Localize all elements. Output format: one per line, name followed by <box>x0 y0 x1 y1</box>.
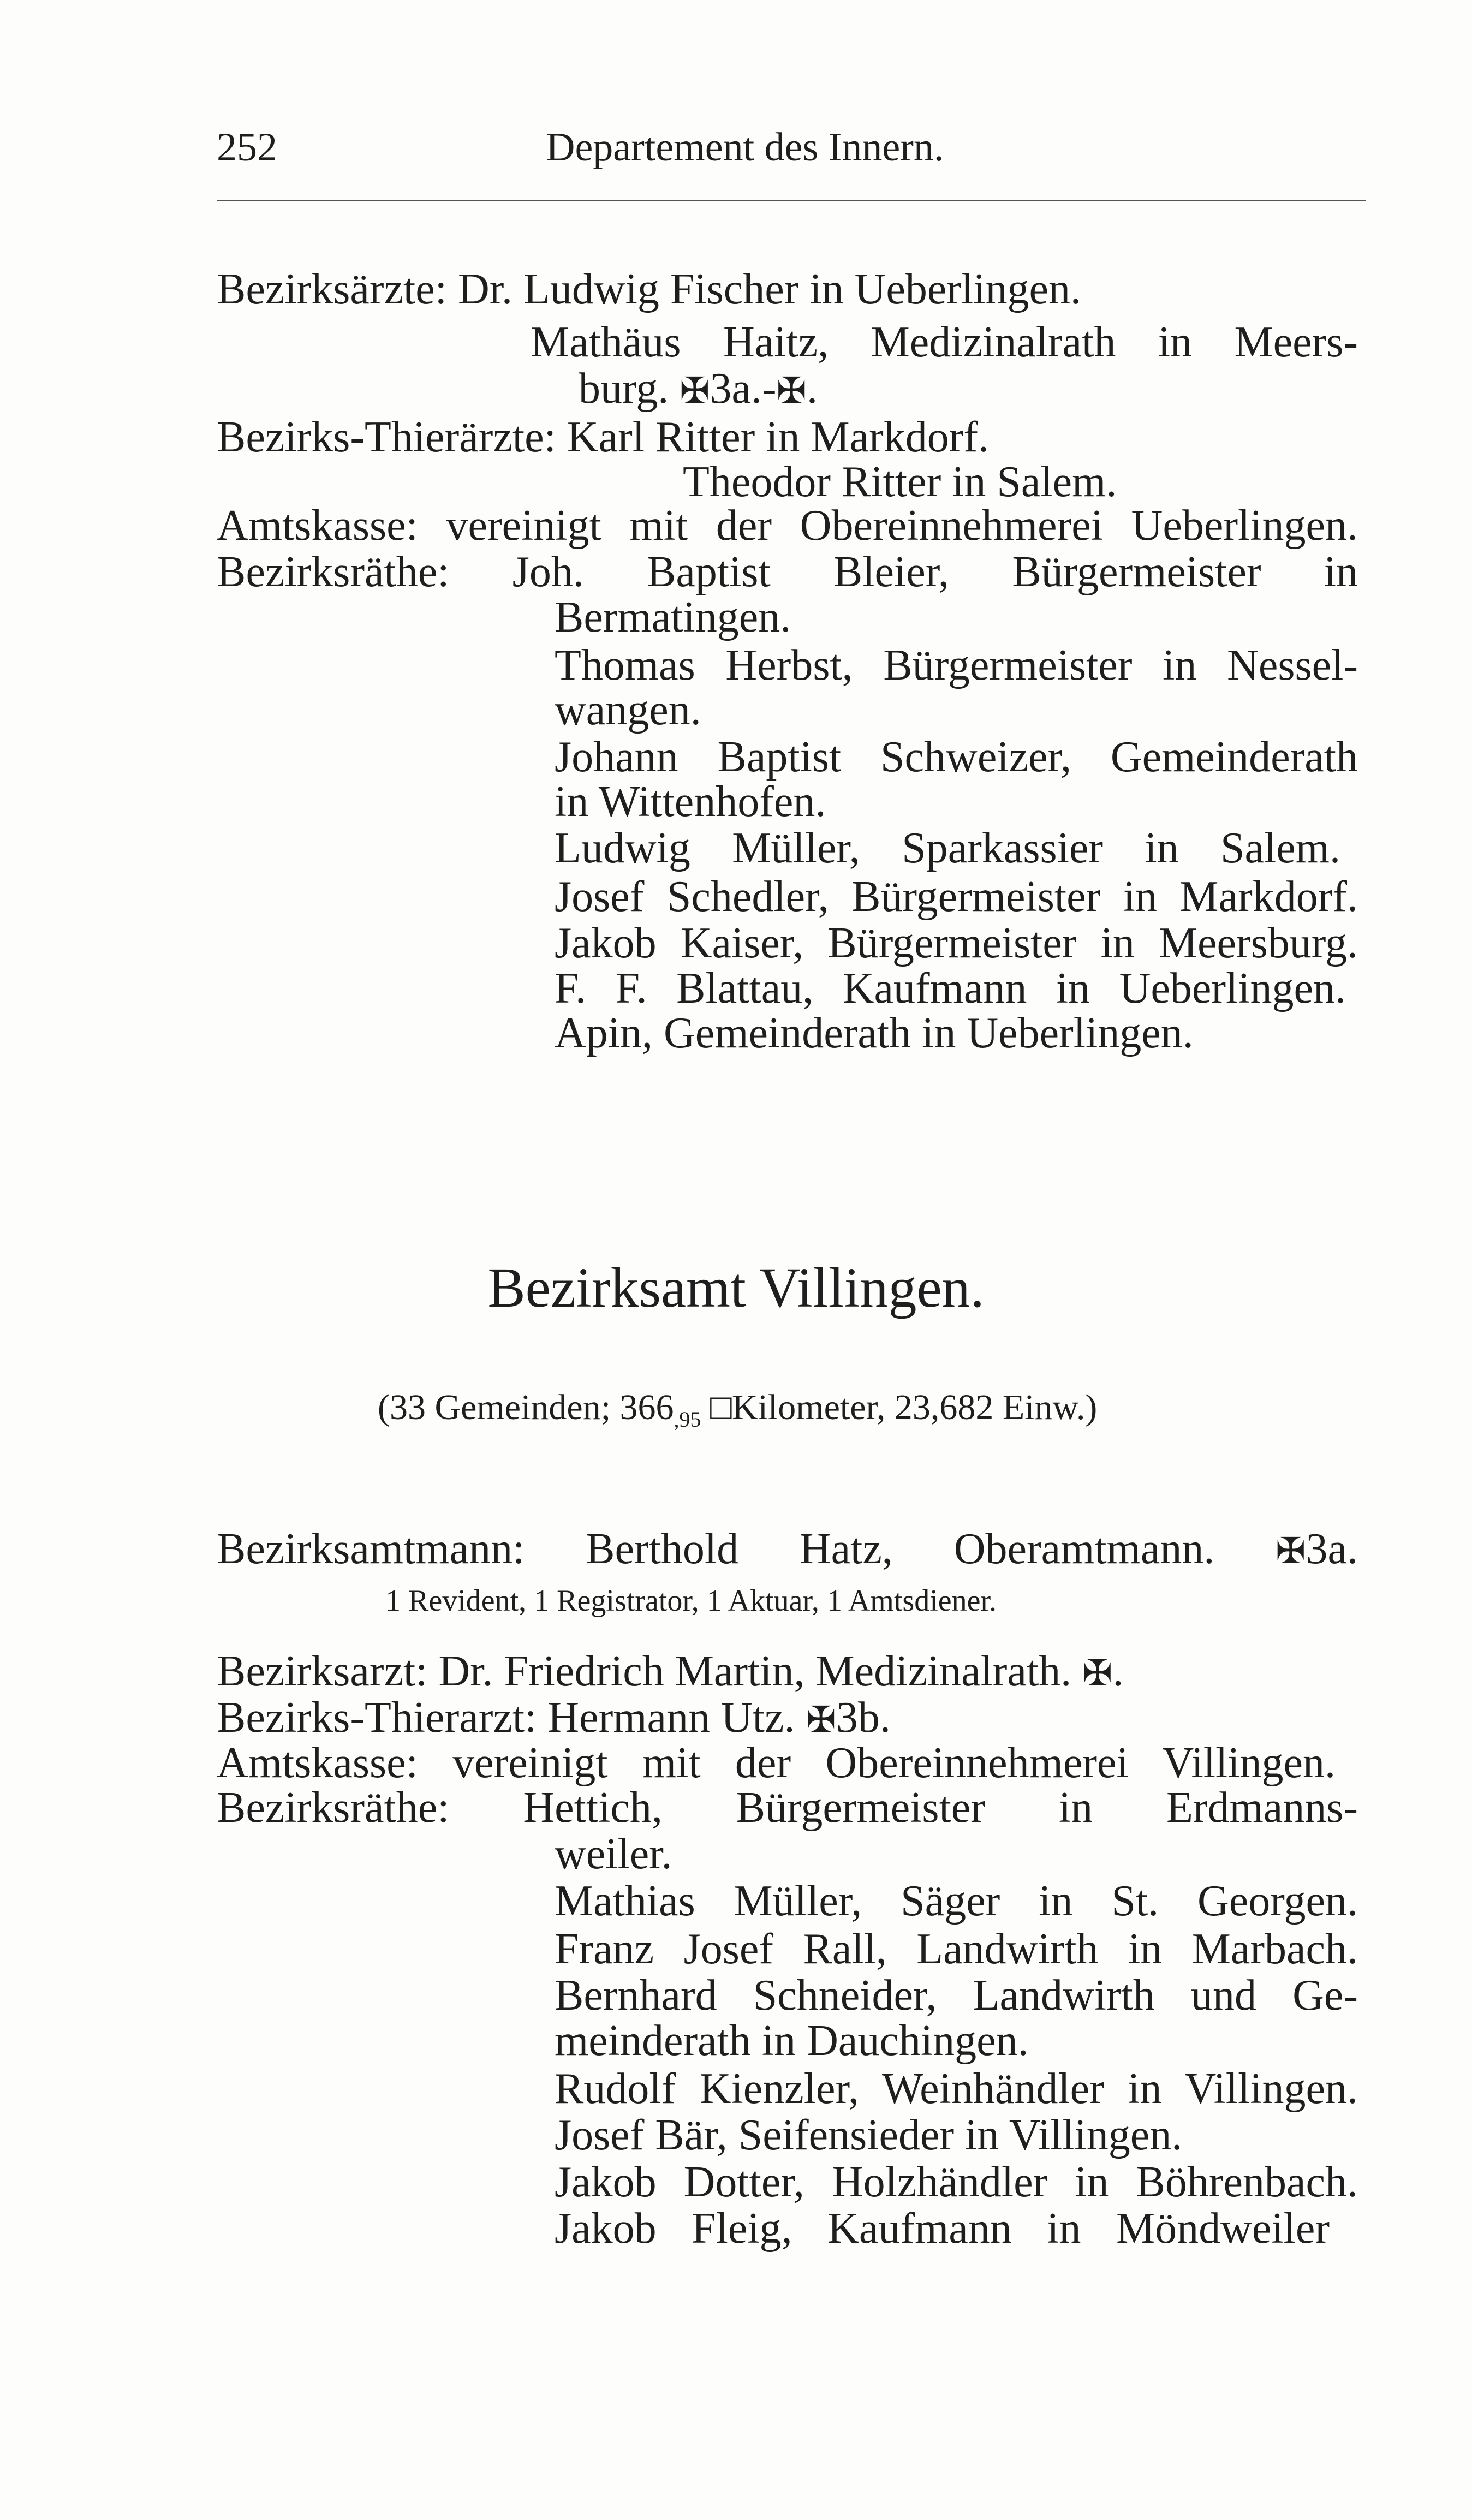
header-rule <box>217 200 1366 201</box>
text-line: Franz Josef Rall, Landwirth in Marbach. <box>555 1925 1358 1973</box>
text-line: Rudolf Kienzler, Weinhändler in Villingen. <box>555 2065 1358 2113</box>
text-line: in Wittenhofen. <box>555 778 826 826</box>
text-line: Bezirks-Thierärzte: Karl Ritter in Markdorf. <box>217 413 989 461</box>
section-title: Bezirksamt Villingen. <box>487 1256 985 1319</box>
text-line <box>217 1693 891 1744</box>
order-cross-icon: ✠ <box>680 370 710 412</box>
text-line: Bermatingen. <box>555 593 791 641</box>
text-part: □Kilometer, 23,682 Einw.) <box>701 1387 1098 1427</box>
text-line: Bezirksräthe: Joh. Baptist Bleier, Bürgermeister in <box>217 548 1358 596</box>
text-line: Jakob Fleig, Kaufmann in Möndweiler <box>555 2205 1330 2253</box>
text-line: F. F. Blattau, Kaufmann in Ueberlingen. <box>555 964 1346 1012</box>
district-statistics <box>378 1383 1097 1444</box>
text-part: 3a. <box>1306 1525 1358 1573</box>
text-line: meinderath in Dauchingen. <box>555 2017 1029 2065</box>
text-line: Thomas Herbst, Bürgermeister in Nessel- <box>555 641 1358 689</box>
text-line: Theodor Ritter in Salem. <box>683 458 1117 506</box>
text-part: (33 Gemeinden; 366 <box>378 1387 674 1427</box>
text-line: Josef Bär, Seifensieder in Villingen. <box>555 2111 1183 2159</box>
text-part: Bezirksamtmann: Berthold Hatz, Oberamtmann. <box>217 1525 1276 1573</box>
text-line: Apin, Gemeinderath in Ueberlingen. <box>555 1009 1194 1057</box>
text-line: Mathias Müller, Säger in St. Georgen. <box>555 1877 1358 1925</box>
page-number: 252 <box>217 125 277 170</box>
text-line: Mathäus Haitz, Medizinalrath in Meers- <box>531 318 1358 366</box>
text-line: Bernhard Schneider, Landwirth und Ge- <box>555 1971 1358 2019</box>
running-title: Departement des Innern. <box>546 125 944 170</box>
text-part: burg. <box>579 365 680 413</box>
text-part: . <box>1112 1647 1124 1695</box>
text-part: 3a.- <box>710 365 777 413</box>
order-cross-icon: ✠ <box>776 370 807 412</box>
text-part: 3b. <box>836 1694 891 1742</box>
text-part: Bezirksarzt: Dr. Friedrich Martin, Medizinalrath. <box>217 1647 1083 1695</box>
order-cross-icon: ✠ <box>1276 1530 1306 1572</box>
text-line: Amtskasse: vereinigt mit der Obereinnehmerei Ueberlingen. <box>217 502 1358 550</box>
text-line: Amtskasse: vereinigt mit der Obereinnehmerei Villingen. <box>217 1739 1336 1787</box>
text-line: Bezirksräthe: Hettich, Bürgermeister in Erdmanns- <box>217 1784 1358 1832</box>
text-line: Josef Schedler, Bürgermeister in Markdorf. <box>555 873 1358 921</box>
text-line <box>579 364 818 415</box>
text-part: ,95 <box>674 1407 701 1432</box>
text-line: Jakob Dotter, Holzhändler in Böhrenbach. <box>555 2158 1358 2206</box>
staff-line: 1 Revident, 1 Registrator, 1 Aktuar, 1 Amtsdiener. <box>385 1584 997 1618</box>
text-line: Bezirksärzte: Dr. Ludwig Fischer in Ueberlingen. <box>217 265 1081 313</box>
text-line <box>217 1647 1123 1698</box>
order-cross-icon: ✠ <box>1082 1652 1113 1694</box>
text-line <box>217 1524 1358 1574</box>
text-line: wangen. <box>555 686 701 734</box>
text-line: Jakob Kaiser, Bürgermeister in Meersburg. <box>555 919 1358 967</box>
text-line: weiler. <box>555 1830 672 1878</box>
text-part: Bezirks-Thierarzt: Hermann Utz. <box>217 1694 806 1742</box>
order-cross-icon: ✠ <box>806 1699 836 1741</box>
text-line: Johann Baptist Schweizer, Gemeinderath <box>555 733 1358 781</box>
text-line: Ludwig Müller, Sparkassier in Salem. <box>555 824 1340 872</box>
text-part: . <box>806 365 818 413</box>
